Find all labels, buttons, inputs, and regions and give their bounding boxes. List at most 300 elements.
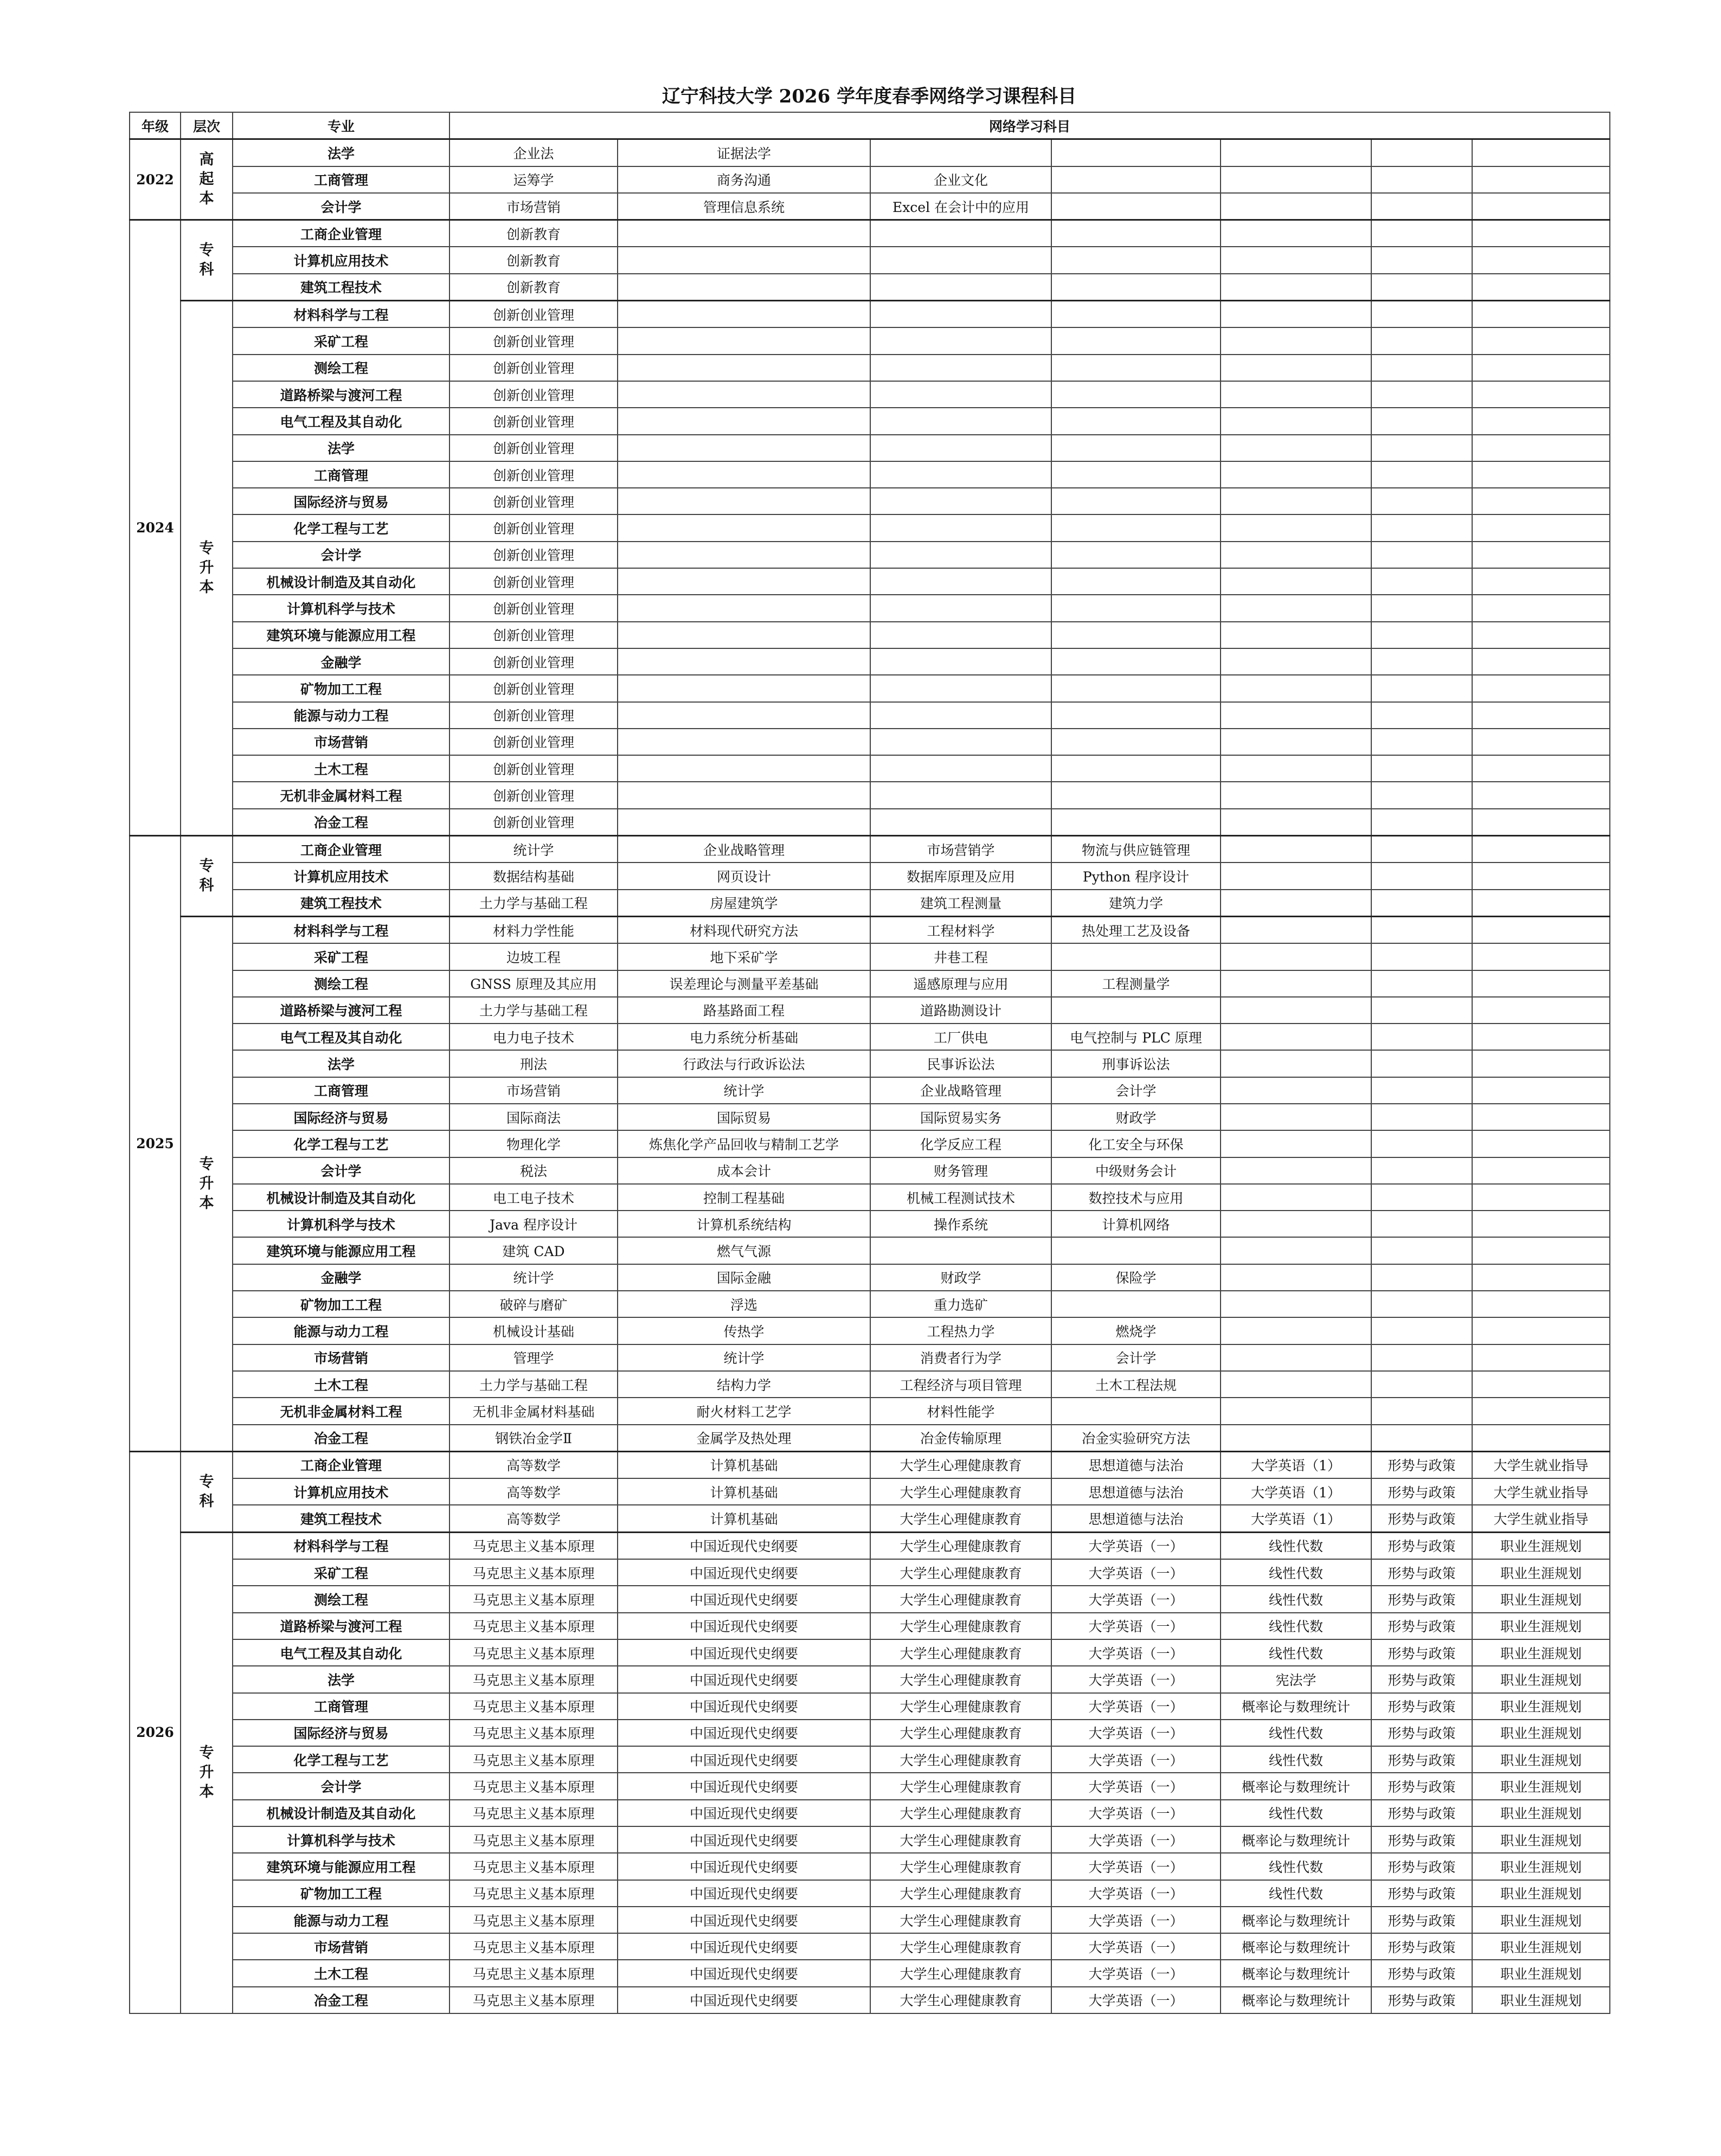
major-cell: 化学工程与工艺 xyxy=(233,1130,449,1157)
course-cell xyxy=(1371,514,1472,541)
course-cell xyxy=(1472,542,1610,568)
course-cell: 工厂供电 xyxy=(870,1024,1051,1050)
course-cell xyxy=(1051,755,1221,782)
course-cell: 马克思主义基本原理 xyxy=(449,1693,618,1720)
course-cell: 创新创业管理 xyxy=(449,381,618,408)
course-cell: 大学生心理健康教育 xyxy=(870,1800,1051,1826)
major-cell: 机械设计制造及其自动化 xyxy=(233,568,449,595)
table-row xyxy=(130,1291,1610,1317)
course-cell xyxy=(1371,1050,1472,1077)
course-cell: 大学生心理健康教育 xyxy=(870,1853,1051,1880)
table-row xyxy=(130,675,1610,701)
course-cell: 行政法与行政诉讼法 xyxy=(618,1050,870,1077)
course-cell: 马克思主义基本原理 xyxy=(449,1559,618,1586)
year-cell: 2026 xyxy=(130,1451,181,2013)
course-cell: 职业生涯规划 xyxy=(1472,1800,1610,1826)
course-cell xyxy=(1051,166,1221,193)
course-cell xyxy=(1472,595,1610,621)
course-cell xyxy=(1221,648,1371,675)
course-cell xyxy=(1371,648,1472,675)
course-cell xyxy=(1221,622,1371,648)
course-cell xyxy=(1472,381,1610,408)
course-cell xyxy=(1371,220,1472,247)
course-cell: 大学生心理健康教育 xyxy=(870,1720,1051,1746)
course-cell: 创新教育 xyxy=(449,220,618,247)
course-cell xyxy=(1221,729,1371,755)
course-cell: 土力学与基础工程 xyxy=(449,997,618,1024)
course-cell xyxy=(1371,488,1472,514)
course-cell xyxy=(618,729,870,755)
course-cell xyxy=(1371,381,1472,408)
course-cell xyxy=(870,729,1051,755)
course-cell xyxy=(618,408,870,434)
major-cell: 金融学 xyxy=(233,1264,449,1291)
course-cell: 马克思主义基本原理 xyxy=(449,1826,618,1853)
year-cell: 2022 xyxy=(130,139,181,220)
course-cell xyxy=(1371,1104,1472,1130)
table-row xyxy=(130,1371,1610,1398)
course-cell: 马克思主义基本原理 xyxy=(449,1746,618,1773)
course-cell xyxy=(1221,139,1371,166)
course-cell: 破碎与磨矿 xyxy=(449,1291,618,1317)
page-title: 辽宁科技大学 2026 学年度春季网络学习课程科目 xyxy=(662,86,1077,107)
course-cell xyxy=(1371,139,1472,166)
course-cell: 形势与政策 xyxy=(1371,1987,1472,2013)
course-cell: 职业生涯规划 xyxy=(1472,1826,1610,1853)
table-row xyxy=(130,1800,1610,1826)
course-cell xyxy=(870,408,1051,434)
course-cell xyxy=(618,702,870,729)
course-cell: 概率论与数理统计 xyxy=(1221,1933,1371,1960)
course-cell: 大学英语（一） xyxy=(1051,1746,1221,1773)
course-cell: 建筑力学 xyxy=(1051,890,1221,917)
course-cell xyxy=(1371,461,1472,488)
course-cell: 土力学与基础工程 xyxy=(449,890,618,917)
year-cell: 2025 xyxy=(130,836,181,1452)
major-cell: 矿物加工工程 xyxy=(233,1291,449,1317)
course-cell xyxy=(1221,542,1371,568)
course-cell xyxy=(1472,943,1610,970)
course-cell xyxy=(1472,435,1610,461)
course-cell: 重力选矿 xyxy=(870,1291,1051,1317)
course-cell: 大学生就业指导 xyxy=(1472,1505,1610,1532)
course-cell xyxy=(1051,220,1221,247)
table-row xyxy=(130,220,1610,247)
course-cell xyxy=(870,542,1051,568)
course-cell: 马克思主义基本原理 xyxy=(449,1853,618,1880)
course-cell xyxy=(1221,166,1371,193)
course-cell xyxy=(618,595,870,621)
course-cell: 企业战略管理 xyxy=(618,836,870,863)
course-cell xyxy=(1472,702,1610,729)
table-row xyxy=(130,1559,1610,1586)
course-cell xyxy=(1221,514,1371,541)
course-cell: 电力电子技术 xyxy=(449,1024,618,1050)
course-cell: 大学生心理健康教育 xyxy=(870,1746,1051,1773)
table-row xyxy=(130,1264,1610,1291)
course-cell: 线性代数 xyxy=(1221,1559,1371,1586)
course-cell: 马克思主义基本原理 xyxy=(449,1800,618,1826)
course-cell: 中国近现代史纲要 xyxy=(618,1880,870,1907)
course-cell xyxy=(1221,809,1371,836)
course-cell xyxy=(1472,1398,1610,1424)
course-cell xyxy=(1472,755,1610,782)
course-cell xyxy=(1221,1264,1371,1291)
course-cell: 大学生心理健康教育 xyxy=(870,1559,1051,1586)
header-row xyxy=(130,112,1610,139)
major-cell: 无机非金属材料工程 xyxy=(233,1398,449,1424)
course-cell: 中国近现代史纲要 xyxy=(618,1773,870,1799)
course-cell xyxy=(1371,970,1472,997)
course-cell: 电工电子技术 xyxy=(449,1184,618,1211)
course-cell xyxy=(1051,675,1221,701)
course-cell xyxy=(1472,274,1610,301)
course-cell xyxy=(1051,435,1221,461)
course-cell: 统计学 xyxy=(618,1344,870,1371)
course-cell: 马克思主义基本原理 xyxy=(449,1987,618,2013)
course-cell xyxy=(1221,274,1371,301)
course-cell xyxy=(1221,916,1371,943)
course-cell xyxy=(1472,675,1610,701)
course-cell xyxy=(1371,1398,1472,1424)
course-cell: 中国近现代史纲要 xyxy=(618,1559,870,1586)
level-cell xyxy=(181,139,233,220)
course-cell xyxy=(1051,355,1221,381)
course-cell: 职业生涯规划 xyxy=(1472,1907,1610,1933)
major-cell: 建筑工程技术 xyxy=(233,1505,449,1532)
course-cell xyxy=(1051,193,1221,220)
course-cell xyxy=(1221,193,1371,220)
course-cell xyxy=(1371,943,1472,970)
course-cell: 金属学及热处理 xyxy=(618,1425,870,1452)
course-cell: 中级财务会计 xyxy=(1051,1157,1221,1184)
course-cell: 职业生涯规划 xyxy=(1472,1746,1610,1773)
course-cell: 误差理论与测量平差基础 xyxy=(618,970,870,997)
course-cell: 创新创业管理 xyxy=(449,408,618,434)
table-row xyxy=(130,1157,1610,1184)
course-cell xyxy=(870,274,1051,301)
major-cell: 建筑环境与能源应用工程 xyxy=(233,622,449,648)
table-row xyxy=(130,1184,1610,1211)
course-cell: 计算机基础 xyxy=(618,1451,870,1478)
course-cell xyxy=(1051,542,1221,568)
course-cell xyxy=(1371,1237,1472,1264)
major-cell: 机械设计制造及其自动化 xyxy=(233,1800,449,1826)
course-cell xyxy=(1221,890,1371,917)
course-cell: 大学英语（一） xyxy=(1051,1639,1221,1666)
major-cell: 道路桥梁与渡河工程 xyxy=(233,1613,449,1639)
course-cell xyxy=(1472,355,1610,381)
course-cell xyxy=(1371,355,1472,381)
course-cell: 大学英语（一） xyxy=(1051,1987,1221,2013)
course-cell: 税法 xyxy=(449,1157,618,1184)
course-cell xyxy=(1371,1371,1472,1398)
level-label: 专科 xyxy=(199,1473,214,1510)
course-cell: 计算机网络 xyxy=(1051,1211,1221,1237)
major-cell: 冶金工程 xyxy=(233,809,449,836)
course-cell xyxy=(870,648,1051,675)
course-cell: 中国近现代史纲要 xyxy=(618,1639,870,1666)
course-cell: 形势与政策 xyxy=(1371,1800,1472,1826)
major-cell: 能源与动力工程 xyxy=(233,1317,449,1344)
course-cell: 大学生心理健康教育 xyxy=(870,1586,1051,1612)
course-cell xyxy=(1221,247,1371,273)
course-cell: 马克思主义基本原理 xyxy=(449,1666,618,1692)
course-cell: 消费者行为学 xyxy=(870,1344,1051,1371)
course-cell xyxy=(1371,568,1472,595)
course-cell: 中国近现代史纲要 xyxy=(618,1826,870,1853)
course-cell: 创新创业管理 xyxy=(449,568,618,595)
course-cell xyxy=(1472,1184,1610,1211)
table-row xyxy=(130,1933,1610,1960)
course-cell: 形势与政策 xyxy=(1371,1613,1472,1639)
course-cell xyxy=(1051,301,1221,328)
table-row xyxy=(130,1211,1610,1237)
table-row xyxy=(130,702,1610,729)
course-cell: 燃气气源 xyxy=(618,1237,870,1264)
course-cell: 形势与政策 xyxy=(1371,1639,1472,1666)
course-cell: 形势与政策 xyxy=(1371,1666,1472,1692)
course-cell: 刑法 xyxy=(449,1050,618,1077)
course-cell: 创新教育 xyxy=(449,247,618,273)
table-row xyxy=(130,408,1610,434)
course-cell: 形势与政策 xyxy=(1371,1960,1472,1986)
course-cell xyxy=(618,622,870,648)
course-cell xyxy=(1472,1104,1610,1130)
header-level: 层次 xyxy=(181,112,233,139)
major-cell: 建筑环境与能源应用工程 xyxy=(233,1237,449,1264)
course-cell xyxy=(870,622,1051,648)
course-cell: 大学英语（一） xyxy=(1051,1907,1221,1933)
course-cell: 形势与政策 xyxy=(1371,1532,1472,1559)
major-cell: 采矿工程 xyxy=(233,943,449,970)
course-cell: 热处理工艺及设备 xyxy=(1051,916,1221,943)
table-row xyxy=(130,435,1610,461)
table-row xyxy=(130,755,1610,782)
course-cell: 土力学与基础工程 xyxy=(449,1371,618,1398)
course-cell xyxy=(1371,274,1472,301)
course-cell: 职业生涯规划 xyxy=(1472,1773,1610,1799)
course-cell: 创新创业管理 xyxy=(449,514,618,541)
table-row xyxy=(130,1853,1610,1880)
course-cell xyxy=(1371,755,1472,782)
course-cell: 马克思主义基本原理 xyxy=(449,1880,618,1907)
course-cell: 概率论与数理统计 xyxy=(1221,1960,1371,1986)
course-cell: 商务沟通 xyxy=(618,166,870,193)
course-cell xyxy=(1051,1237,1221,1264)
course-cell: 大学英语（一） xyxy=(1051,1800,1221,1826)
course-cell xyxy=(618,782,870,808)
course-cell: 国际金融 xyxy=(618,1264,870,1291)
course-cell: 职业生涯规划 xyxy=(1472,1693,1610,1720)
major-cell: 计算机应用技术 xyxy=(233,863,449,889)
course-cell xyxy=(1472,836,1610,863)
course-cell xyxy=(1221,327,1371,354)
table-row xyxy=(130,997,1610,1024)
major-cell: 土木工程 xyxy=(233,1960,449,1986)
major-cell: 冶金工程 xyxy=(233,1425,449,1452)
table-row xyxy=(130,890,1610,917)
course-cell: 冶金实验研究方法 xyxy=(1051,1425,1221,1452)
course-cell: 中国近现代史纲要 xyxy=(618,1933,870,1960)
course-cell: 创新创业管理 xyxy=(449,782,618,808)
course-cell: 职业生涯规划 xyxy=(1472,1559,1610,1586)
level-cell xyxy=(181,1451,233,1532)
table-row xyxy=(130,1077,1610,1104)
course-cell: 创新创业管理 xyxy=(449,702,618,729)
course-cell xyxy=(1221,1317,1371,1344)
course-cell: 统计学 xyxy=(449,836,618,863)
course-cell xyxy=(1221,997,1371,1024)
course-cell xyxy=(1221,355,1371,381)
table-row xyxy=(130,1104,1610,1130)
course-cell xyxy=(1472,461,1610,488)
major-cell: 道路桥梁与渡河工程 xyxy=(233,997,449,1024)
course-cell: 概率论与数理统计 xyxy=(1221,1907,1371,1933)
course-cell xyxy=(870,595,1051,621)
course-cell: 线性代数 xyxy=(1221,1639,1371,1666)
course-cell xyxy=(618,648,870,675)
course-cell xyxy=(1371,675,1472,701)
course-cell xyxy=(870,782,1051,808)
course-cell: 大学生心理健康教育 xyxy=(870,1639,1051,1666)
course-cell: 数据库原理及应用 xyxy=(870,863,1051,889)
course-cell xyxy=(1221,836,1371,863)
course-cell xyxy=(870,702,1051,729)
course-cell: 形势与政策 xyxy=(1371,1586,1472,1612)
course-cell xyxy=(870,809,1051,836)
course-cell: 材料现代研究方法 xyxy=(618,916,870,943)
major-cell: 电气工程及其自动化 xyxy=(233,408,449,434)
course-cell: 高等数学 xyxy=(449,1451,618,1478)
course-cell xyxy=(1472,247,1610,273)
course-cell: Java 程序设计 xyxy=(449,1211,618,1237)
course-cell: 工程材料学 xyxy=(870,916,1051,943)
course-cell xyxy=(1051,461,1221,488)
course-cell: 宪法学 xyxy=(1221,1666,1371,1692)
course-cell xyxy=(1472,327,1610,354)
course-cell xyxy=(1221,1184,1371,1211)
table-row xyxy=(130,301,1610,328)
course-cell xyxy=(618,301,870,328)
course-cell xyxy=(1371,890,1472,917)
course-cell: 线性代数 xyxy=(1221,1800,1371,1826)
course-cell: 思想道德与法治 xyxy=(1051,1505,1221,1532)
course-cell: 浮选 xyxy=(618,1291,870,1317)
major-cell: 会计学 xyxy=(233,1157,449,1184)
table-row xyxy=(130,139,1610,166)
course-cell xyxy=(1371,193,1472,220)
course-cell: 大学生心理健康教育 xyxy=(870,1987,1051,2013)
course-cell xyxy=(1221,702,1371,729)
course-cell xyxy=(1371,782,1472,808)
course-cell xyxy=(618,488,870,514)
course-cell xyxy=(1472,1024,1610,1050)
course-cell xyxy=(618,755,870,782)
course-cell: 大学英语（一） xyxy=(1051,1720,1221,1746)
course-cell: 操作系统 xyxy=(870,1211,1051,1237)
course-cell xyxy=(1472,970,1610,997)
course-cell: 国际商法 xyxy=(449,1104,618,1130)
course-cell xyxy=(1472,568,1610,595)
course-cell: 电力系统分析基础 xyxy=(618,1024,870,1050)
table-row xyxy=(130,1532,1610,1559)
table-row xyxy=(130,327,1610,354)
course-cell xyxy=(1221,1077,1371,1104)
table-row xyxy=(130,863,1610,889)
course-cell xyxy=(1472,997,1610,1024)
course-cell: 思想道德与法治 xyxy=(1051,1451,1221,1478)
year-group-2025 xyxy=(130,836,1610,1452)
course-cell: 传热学 xyxy=(618,1317,870,1344)
document-page xyxy=(129,81,1609,2014)
table-row xyxy=(130,1693,1610,1720)
course-cell: 马克思主义基本原理 xyxy=(449,1586,618,1612)
course-cell xyxy=(1371,1077,1472,1104)
major-cell: 化学工程与工艺 xyxy=(233,1746,449,1773)
course-cell xyxy=(1371,247,1472,273)
course-cell: 地下采矿学 xyxy=(618,943,870,970)
year-group-2024 xyxy=(130,220,1610,836)
table-row xyxy=(130,1398,1610,1424)
course-cell xyxy=(1051,327,1221,354)
course-cell xyxy=(1371,166,1472,193)
major-cell: 市场营销 xyxy=(233,1344,449,1371)
course-cell xyxy=(1221,1211,1371,1237)
course-cell: 概率论与数理统计 xyxy=(1221,1987,1371,2013)
course-cell xyxy=(1472,1264,1610,1291)
course-cell: 建筑工程测量 xyxy=(870,890,1051,917)
major-cell: 国际经济与贸易 xyxy=(233,1104,449,1130)
course-cell: 大学英语（一） xyxy=(1051,1960,1221,1986)
course-cell: 房屋建筑学 xyxy=(618,890,870,917)
table-row xyxy=(130,1746,1610,1773)
course-cell xyxy=(618,247,870,273)
course-cell: 成本会计 xyxy=(618,1157,870,1184)
course-cell xyxy=(1472,1077,1610,1104)
major-cell: 会计学 xyxy=(233,193,449,220)
course-cell: 马克思主义基本原理 xyxy=(449,1639,618,1666)
major-cell: 计算机科学与技术 xyxy=(233,1211,449,1237)
course-cell xyxy=(618,461,870,488)
course-cell xyxy=(618,220,870,247)
course-cell: 形势与政策 xyxy=(1371,1853,1472,1880)
course-cell: 民事诉讼法 xyxy=(870,1050,1051,1077)
course-table xyxy=(129,112,1610,2014)
course-cell xyxy=(1472,729,1610,755)
major-cell: 会计学 xyxy=(233,542,449,568)
course-cell xyxy=(1051,488,1221,514)
course-cell xyxy=(1221,461,1371,488)
course-cell: 职业生涯规划 xyxy=(1472,1532,1610,1559)
course-cell: 数据结构基础 xyxy=(449,863,618,889)
year-group-2022 xyxy=(130,139,1610,220)
table-row xyxy=(130,1907,1610,1933)
major-cell: 无机非金属材料工程 xyxy=(233,782,449,808)
course-cell: 马克思主义基本原理 xyxy=(449,1960,618,1986)
major-cell: 能源与动力工程 xyxy=(233,702,449,729)
course-cell xyxy=(1472,408,1610,434)
table-row xyxy=(130,916,1610,943)
course-cell: 形势与政策 xyxy=(1371,1693,1472,1720)
table-row xyxy=(130,1613,1610,1639)
major-cell: 化学工程与工艺 xyxy=(233,514,449,541)
course-cell xyxy=(1472,916,1610,943)
course-cell xyxy=(1221,1291,1371,1317)
course-cell: 结构力学 xyxy=(618,1371,870,1398)
major-cell: 采矿工程 xyxy=(233,327,449,354)
course-cell: 形势与政策 xyxy=(1371,1720,1472,1746)
